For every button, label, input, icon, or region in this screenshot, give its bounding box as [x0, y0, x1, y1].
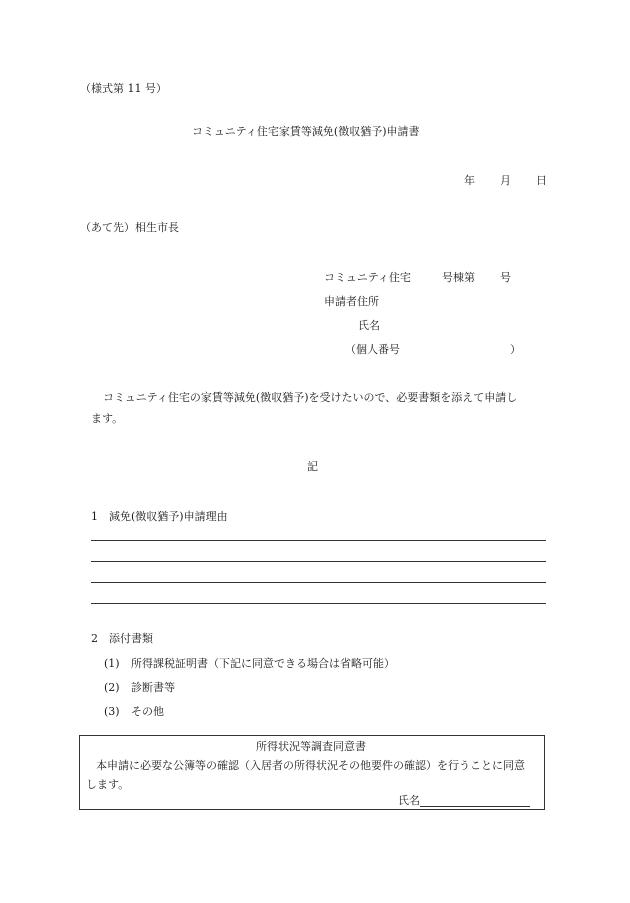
body-line-2: ます。 — [91, 412, 124, 425]
reason-line-3 — [91, 582, 546, 583]
consent-title: 所得状況等調査同意書 — [256, 740, 366, 753]
reason-line-2 — [91, 561, 546, 562]
attachment-item-text: その他 — [131, 705, 164, 718]
consent-signature-line — [420, 806, 530, 807]
section-2-label: 添付書類 — [109, 632, 153, 645]
addressee: （あて先）相生市長 — [80, 221, 179, 234]
attachment-item-num: (2) — [104, 681, 120, 694]
address-label: 申請者住所 — [324, 295, 379, 308]
section-1-label: 減免(徴収猶予)申請理由 — [109, 510, 228, 523]
ki-heading: 記 — [307, 460, 318, 473]
attachment-item-text: 所得課税証明書（下記に同意できる場合は省略可能） — [131, 657, 395, 670]
personal-number-close: ） — [510, 343, 521, 356]
form-number: （様式第 11 号） — [80, 82, 167, 95]
reason-line-4 — [91, 603, 546, 604]
personal-number-label: （個人番号 — [345, 343, 400, 356]
page-title: コミュニティ住宅家賃等減免(徴収猶予)申請書 — [192, 125, 420, 138]
housing-label: コミュニティ住宅 — [324, 271, 411, 284]
building-label: 号棟第 — [442, 271, 475, 284]
date-year: 年 — [464, 174, 475, 187]
unit-label: 号 — [500, 271, 511, 284]
date-month: 月 — [500, 174, 511, 187]
date-day: 日 — [536, 174, 547, 187]
name-label: 氏名 — [358, 319, 380, 332]
section-2-number: 2 — [91, 632, 98, 645]
attachment-item-text: 診断書等 — [131, 681, 175, 694]
attachment-item-num: (1) — [104, 657, 120, 670]
attachment-item-num: (3) — [104, 705, 120, 718]
body-line-1: コミュニティ住宅の家賃等減免(徴収猶予)を受けたいので、必要書類を添えて申請し — [103, 391, 518, 404]
consent-line-2: します。 — [86, 778, 130, 791]
consent-name-label: 氏名 — [398, 794, 420, 807]
reason-line-1 — [91, 540, 546, 541]
section-1-number: 1 — [91, 510, 98, 523]
consent-line-1: 本申請に必要な公簿等の確認（入居者の所得状況その他要件の確認）を行うことに同意 — [96, 759, 525, 772]
